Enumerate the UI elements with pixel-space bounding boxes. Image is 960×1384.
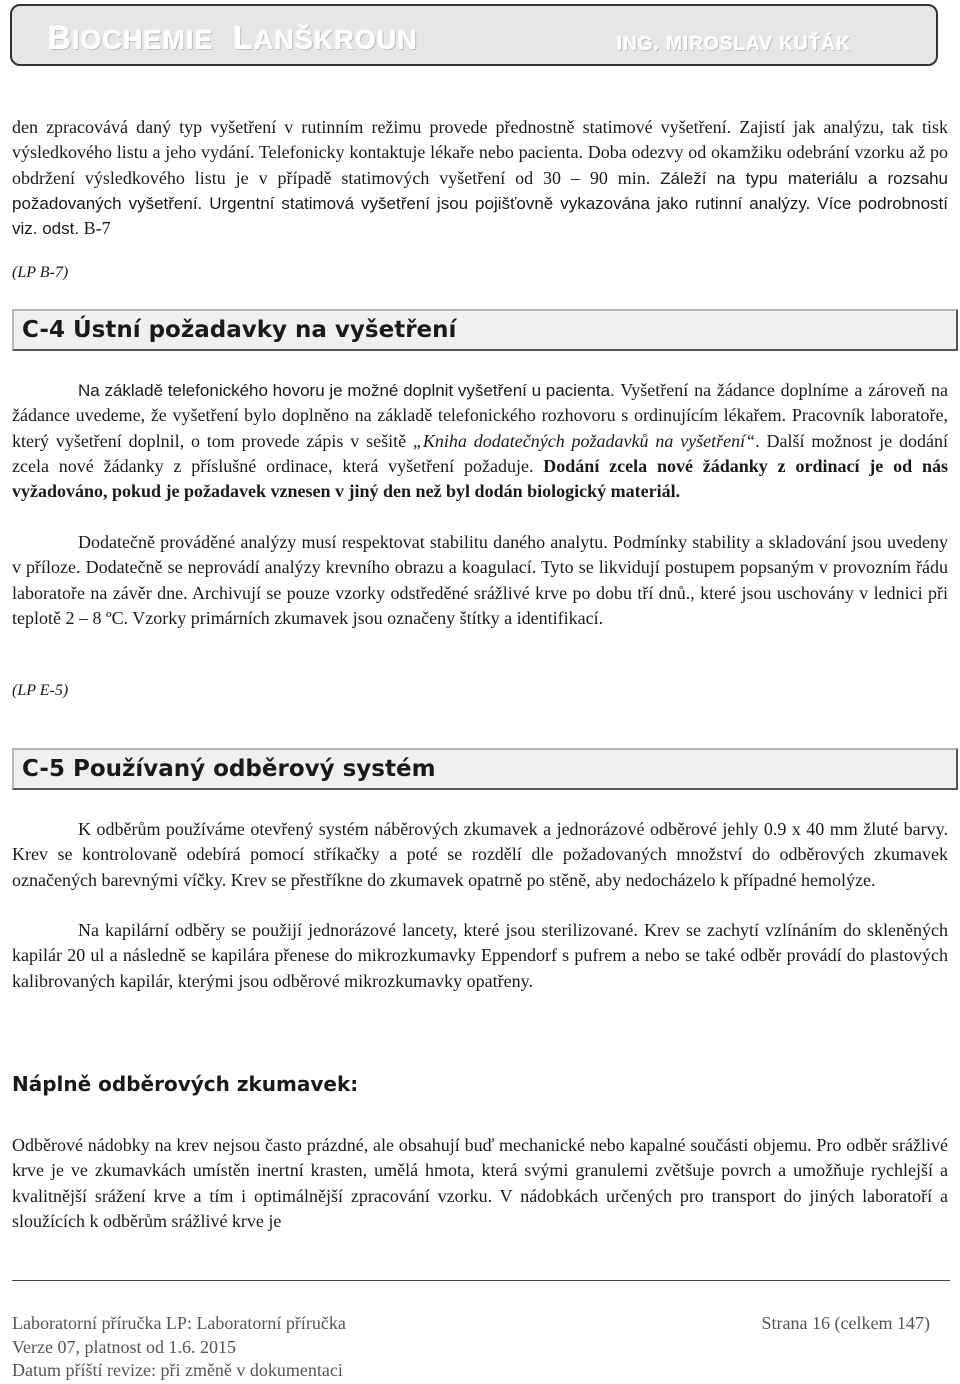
reference-lp-e5: (LP E-5) (12, 682, 69, 699)
paragraph-stability: Dodatečně prováděné analýzy musí respektovat stabilitu daného analytu. Podmínky stability a skladování jsou uvedeny v příloze. Dodatečně se neprovádí analýzy krevního obrazu a koagulací. Tyto se likvidují postupem popsaným v provozním řádu laboratoře na závěr dne. Archivují se pouze vzorky odstředěné srážlivé krve po dobu tří dnů., které jsou uschovány v lednici při teplotě 2 – 8 ºC. Vzorky primárních zkumavek jsou označeny štítky a identifikací. (12, 532, 948, 628)
paragraph-statim: den zpracovává daný typ vyšetření v rutinním režimu provede přednostně statimové vyšetření. Zajistí jak analýzu, tak tisk výsledkového listu a jeho vydání. Telefonicky kontaktuje lékaře nebo pacienta. Doba odezvy od okamžiku odebrání vzorku až po obdržení výsledkového listu je v případě statimových vyšetření od 30 – 90 min. Záleží na typu materiálu a rozsahu požadovaných vyšetření. Urgentní statimová vyšetření jsou pojišťovně vykazována jako rutinní analýzy. Více podrobností viz. odst. B-7 (12, 117, 948, 239)
document-header (10, 4, 938, 66)
paragraph-collection-system: K odběrům používáme otevřený systém náběrových zkumavek a jednorázové odběrové jehly 0.9 x 40 mm žluté barvy. Krev se kontrolovaně odebírá pomocí stříkačky a poté se rozdělí dle požadovaných množství do odběrových zkumavek označených barevnými víčky. Krev se přestříkne do zkumavek opatrně po stěně, aby nedocházelo k případné hemolýze. (12, 819, 948, 890)
footer-divider (12, 1280, 950, 1281)
paragraph-capillary: Na kapilární odběry se použijí jednorázové lancety, které jsou sterilizované. Krev se zachytí vzlínáním do skleněných kapilár 20 ul a následně se kapilára přenese do mikrozkumavky Eppendorf s pufrem a nebo se také odběr provádí do plastových kalibrovaných kapilár, kterými jsou odběrové mikrozkumavky opatřeny. (12, 920, 948, 991)
paragraph-oral-requests: Na základě telefonického hovoru je možné doplnit vyšetření u pacienta. Vyšetření na žádance doplníme a zároveň na žádance uvedeme, že vyšetření bylo doplněno na základě telefonického rozhovoru s ordinujícím lékařem. Pracovník laboratoře, který vyšetření doplnil, o tom provede zápis v sešitě „Kniha dodatečných požadavků na vyšetření“. Další možnost je dodání zcela nové žádanky z příslušné ordinace, která vyšetření požaduje. Dodání zcela nové žádanky z ordinací je od nás vyžadováno, pokud je požadavek vznesen v jiný den než byl dodán biologický materiál. (12, 380, 948, 502)
subheading-tube-fillings: Náplně odběrových zkumavek: (12, 1072, 359, 1096)
footer-version: Verze 07, platnost od 1.6. 2015 (12, 1337, 236, 1357)
paragraph-tube-fillings: Odběrové nádobky na krev nejsou často prázdné, ale obsahují buď mechanické nebo kapalné součásti objemu. Pro odběr srážlivé krve je ve zkumavkách umístěn inertní krasten, umělá hmota, která svými granulemi zvětšuje povrch a umožňuje rychlejší a kvalitnější srážení krve a tím i optimálnější zpracování vzorku. V nádobkách určených pro transport do jiných laboratoří a sloužících k odběrům srážlivé krve je (12, 1135, 948, 1231)
header-author: ING. MIROSLAV KUŤÁK (617, 34, 851, 55)
footer-page-number: Strana 16 (celkem 147) (761, 1313, 930, 1333)
footer-revision: Datum příští revize: při změně v dokumentaci (12, 1360, 343, 1380)
section-heading-c4: C-4 Ústní požadavky na vyšetření (12, 309, 958, 351)
footer-document-name: Laboratorní příručka LP: Laboratorní příručka (12, 1313, 346, 1333)
reference-lp-b7: (LP B-7) (12, 264, 69, 281)
section-heading-c5: C-5 Používaný odběrový systém (12, 748, 958, 790)
header-title: BIOCHEMIE LANŠKROUN (48, 20, 418, 56)
